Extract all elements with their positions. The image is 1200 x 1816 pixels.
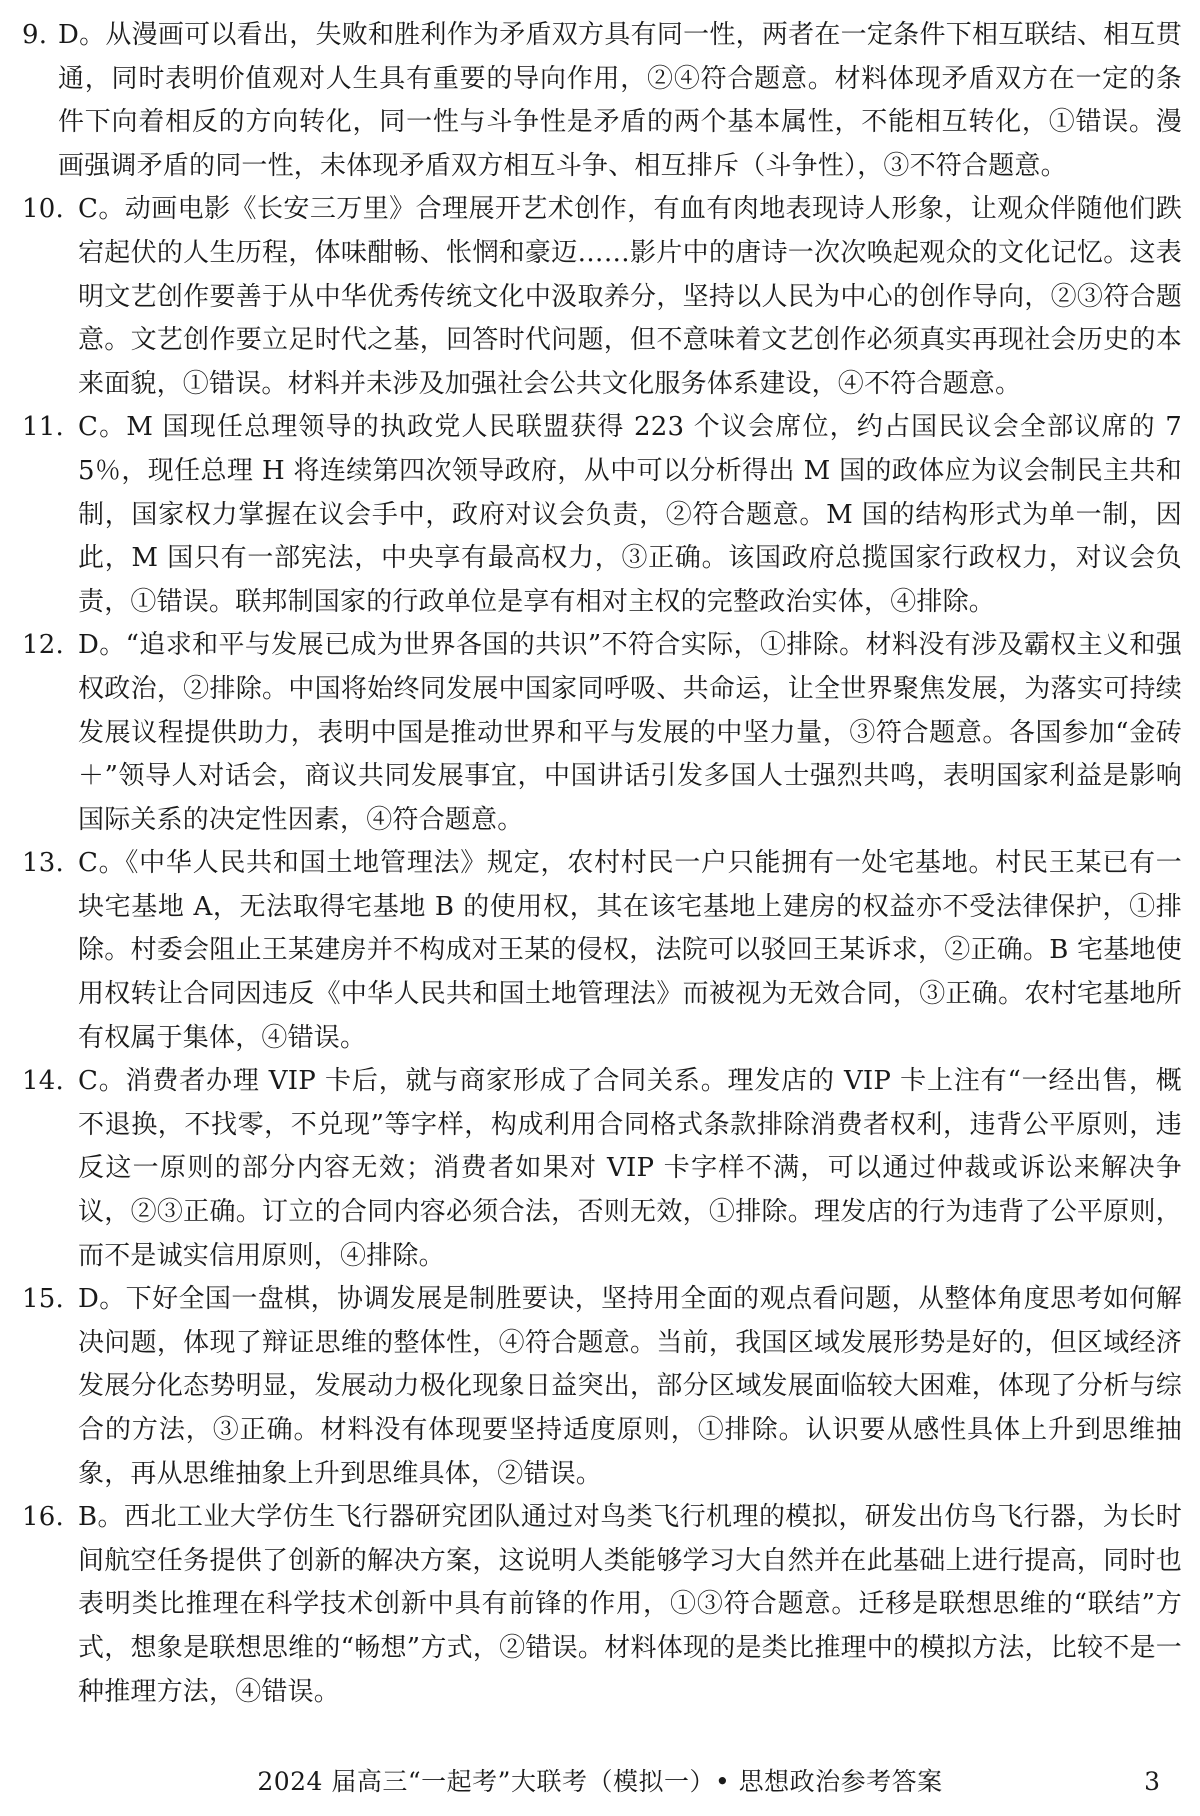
answer-item-12 — [22, 624, 1182, 842]
question-number: 14. — [22, 1066, 64, 1097]
answer-item-14 — [22, 1060, 1182, 1278]
question-number: 10. — [22, 194, 64, 225]
answer-item-9 — [22, 14, 1182, 188]
question-number: 16. — [22, 1502, 64, 1533]
question-number: 12. — [22, 630, 64, 661]
question-number: 11. — [22, 412, 64, 443]
answer-text: C。消费者办理 VIP 卡后，就与商家形成了合同关系。理发店的 VIP 卡上注有“一经出售，概不退换，不找零，不兑现”等字样，构成利用合同格式条款排除消费者权利，违背公平原则，违反这一原则的部分内容无效；消费者如果对 VIP 卡字样不满，可以通过仲裁或诉讼来解决争议，②③正确。订立的合同内容必须合法，否则无效，①排除。理发店的行为违背了公平原则，而不是诚实信用原则，④排除。 — [78, 1066, 1182, 1271]
question-number: 9. — [22, 20, 48, 50]
answer-text: C。M 国现任总理领导的执政党人民联盟获得 223 个议会席位，约占国民议会全部议席的 75％，现任总理 H 将连续第四次领导政府，从中可以分析得出 M 国的政体应为议会制民主共和制，国家权力掌握在议会手中，政府对议会负责，②符合题意。M 国的结构形式为单一制，因此，M 国只有一部宪法，中央享有最高权力，③正确。该国政府总揽国家行政权力，对议会负责，①错误。联邦制国家的行政单位是享有相对主权的完整政治实体，④排除。 — [78, 412, 1182, 617]
answer-text: C。动画电影《长安三万里》合理展开艺术创作，有血有肉地表现诗人形象，让观众伴随他们跌宕起伏的人生历程，体味酣畅、怅惘和豪迈……影片中的唐诗一次次唤起观众的文化记忆。这表明文艺创作要善于从中华优秀传统文化中汲取养分，坚持以人民为中心的创作导向，②③符合题意。文艺创作要立足时代之基，回答时代问题，但不意味着文艺创作必须真实再现社会历史的本来面貌，①错误。材料并未涉及加强社会公共文化服务体系建设，④不符合题意。 — [78, 194, 1182, 399]
answer-item-10 — [22, 188, 1182, 406]
answer-text: D。下好全国一盘棋，协调发展是制胜要诀，坚持用全面的观点看问题，从整体角度思考如何解决问题，体现了辩证思维的整体性，④符合题意。当前，我国区域发展形势是好的，但区域经济发展分化态势明显，发展动力极化现象日益突出，部分区域发展面临较大困难，体现了分析与综合的方法，③正确。材料没有体现要坚持适度原则，①排除。认识要从感性具体上升到思维抽象，再从思维抽象上升到思维具体，②错误。 — [78, 1284, 1182, 1489]
question-number: 15. — [22, 1284, 64, 1315]
answer-text: B。西北工业大学仿生飞行器研究团队通过对鸟类飞行机理的模拟，研发出仿鸟飞行器，为长时间航空任务提供了创新的解决方案，这说明人类能够学习大自然并在此基础上进行提高，同时也表明类比推理在科学技术创新中具有前锋的作用，①③符合题意。迁移是联想思维的“联结”方式，想象是联想思维的“畅想”方式，②错误。材料体现的是类比推理中的模拟方法，比较不是一种推理方法，④错误。 — [78, 1502, 1182, 1707]
answer-item-16 — [22, 1496, 1182, 1714]
page-footer — [0, 1762, 1200, 1802]
answer-document — [22, 14, 1182, 1714]
answer-item-13 — [22, 842, 1182, 1060]
answer-item-11 — [22, 406, 1182, 624]
question-number: 13. — [22, 848, 64, 879]
answer-text: C。《中华人民共和国土地管理法》规定，农村村民一户只能拥有一处宅基地。村民王某已有一块宅基地 A，无法取得宅基地 B 的使用权，其在该宅基地上建房的权益亦不受法律保护，①排除。村委会阻止王某建房并不构成对王某的侵权，法院可以驳回王某诉求，②正确。B 宅基地使用权转让合同因违反《中华人民共和国土地管理法》而被视为无效合同，③正确。农村宅基地所有权属于集体，④错误。 — [78, 848, 1182, 1053]
footer-title: 2024 届高三“一起考”大联考（模拟一）• 思想政治参考答案 — [257, 1767, 943, 1796]
answer-text: D。从漫画可以看出，失败和胜利作为矛盾双方具有同一性，两者在一定条件下相互联结、相互贯通，同时表明价值观对人生具有重要的导向作用，②④符合题意。材料体现矛盾双方在一定的条件下向着相反的方向转化，同一性与斗争性是矛盾的两个基本属性，不能相互转化，①错误。漫画强调矛盾的同一性，未体现矛盾双方相互斗争、相互排斥（斗争性），③不符合题意。 — [58, 20, 1182, 181]
answer-item-15 — [22, 1278, 1182, 1496]
page-number: 3 — [1144, 1767, 1160, 1796]
answer-text: D。“追求和平与发展已成为世界各国的共识”不符合实际，①排除。材料没有涉及霸权主义和强权政治，②排除。中国将始终同发展中国家同呼吸、共命运，让全世界聚焦发展，为落实可持续发展议程提供助力，表明中国是推动世界和平与发展的中坚力量，③符合题意。各国参加“金砖＋”领导人对话会，商议共同发展事宜，中国讲话引发多国人士强烈共鸣，表明国家利益是影响国际关系的决定性因素，④符合题意。 — [78, 630, 1182, 835]
